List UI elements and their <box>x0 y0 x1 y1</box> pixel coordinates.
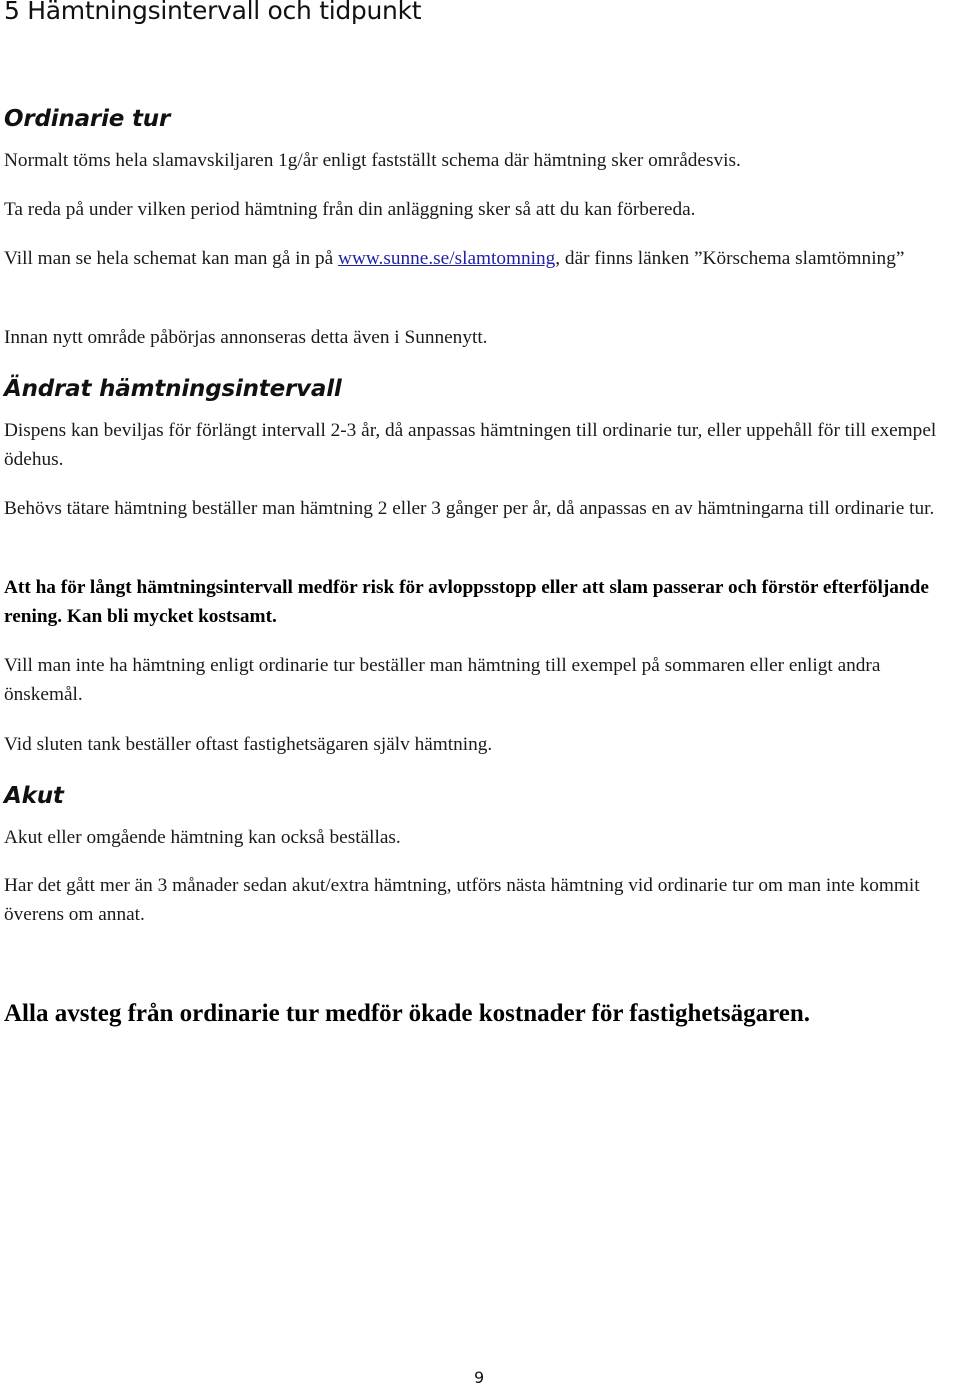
paragraph-ordinarie-4: Innan nytt område påbörjas annonseras detta även i Sunnenytt. <box>4 327 488 348</box>
paragraph-andrat-5: Vid sluten tank beställer oftast fastighetsägaren själv hämtning. <box>4 734 493 755</box>
heading-akut: Akut <box>4 783 64 809</box>
paragraph-andrat-4: Vill man inte ha hämtning enligt ordinarie tur beställer man hämtning till exempel på sommaren eller enligt andra önskemål. <box>4 655 881 705</box>
schedule-link[interactable]: www.sunne.se/slamtomning <box>338 248 556 269</box>
paragraph-andrat-warning: Att ha för långt hämtningsintervall medför risk för avloppsstopp eller att slam passerar och förstör efterföljande rening. Kan bli mycket kostsamt. <box>4 577 929 627</box>
final-statement: Alla avsteg från ordinarie tur medför ökade kostnader för fastighetsägaren. <box>4 1000 810 1027</box>
chapter-title: 5 Hämtningsintervall och tidpunkt <box>4 0 422 25</box>
paragraph-ordinarie-2: Ta reda på under vilken period hämtning från din anläggning sker så att du kan förbereda. <box>4 199 696 220</box>
paragraph-akut-1: Akut eller omgående hämtning kan också beställas. <box>4 827 401 848</box>
paragraph-andrat-2: Behövs tätare hämtning beställer man hämtning 2 eller 3 gånger per år, då anpassas en av hämtningarna till ordinarie tur. <box>4 498 935 519</box>
schedule-text-after-link: , där finns länken ”Körschema slamtömning” <box>555 248 905 269</box>
paragraph-ordinarie-3 <box>4 244 956 273</box>
page-number: 9 <box>474 1368 485 1387</box>
heading-ordinarie-tur: Ordinarie tur <box>4 106 171 132</box>
paragraph-ordinarie-1: Normalt töms hela slamavskiljaren 1g/år enligt fastställt schema där hämtning sker områdesvis. <box>4 150 741 171</box>
paragraph-akut-2: Har det gått mer än 3 månader sedan akut/extra hämtning, utförs nästa hämtning vid ordinarie tur om man inte kommit överens om annat. <box>4 875 920 925</box>
schedule-text-before-link: Vill man se hela schemat kan man gå in på <box>4 248 339 269</box>
heading-andrat-hamtningsintervall: Ändrat hämtningsintervall <box>4 376 342 402</box>
paragraph-andrat-1: Dispens kan beviljas för förlängt intervall 2-3 år, då anpassas hämtningen till ordinarie tur, eller uppehåll för till exempel ödehus. <box>4 420 937 470</box>
